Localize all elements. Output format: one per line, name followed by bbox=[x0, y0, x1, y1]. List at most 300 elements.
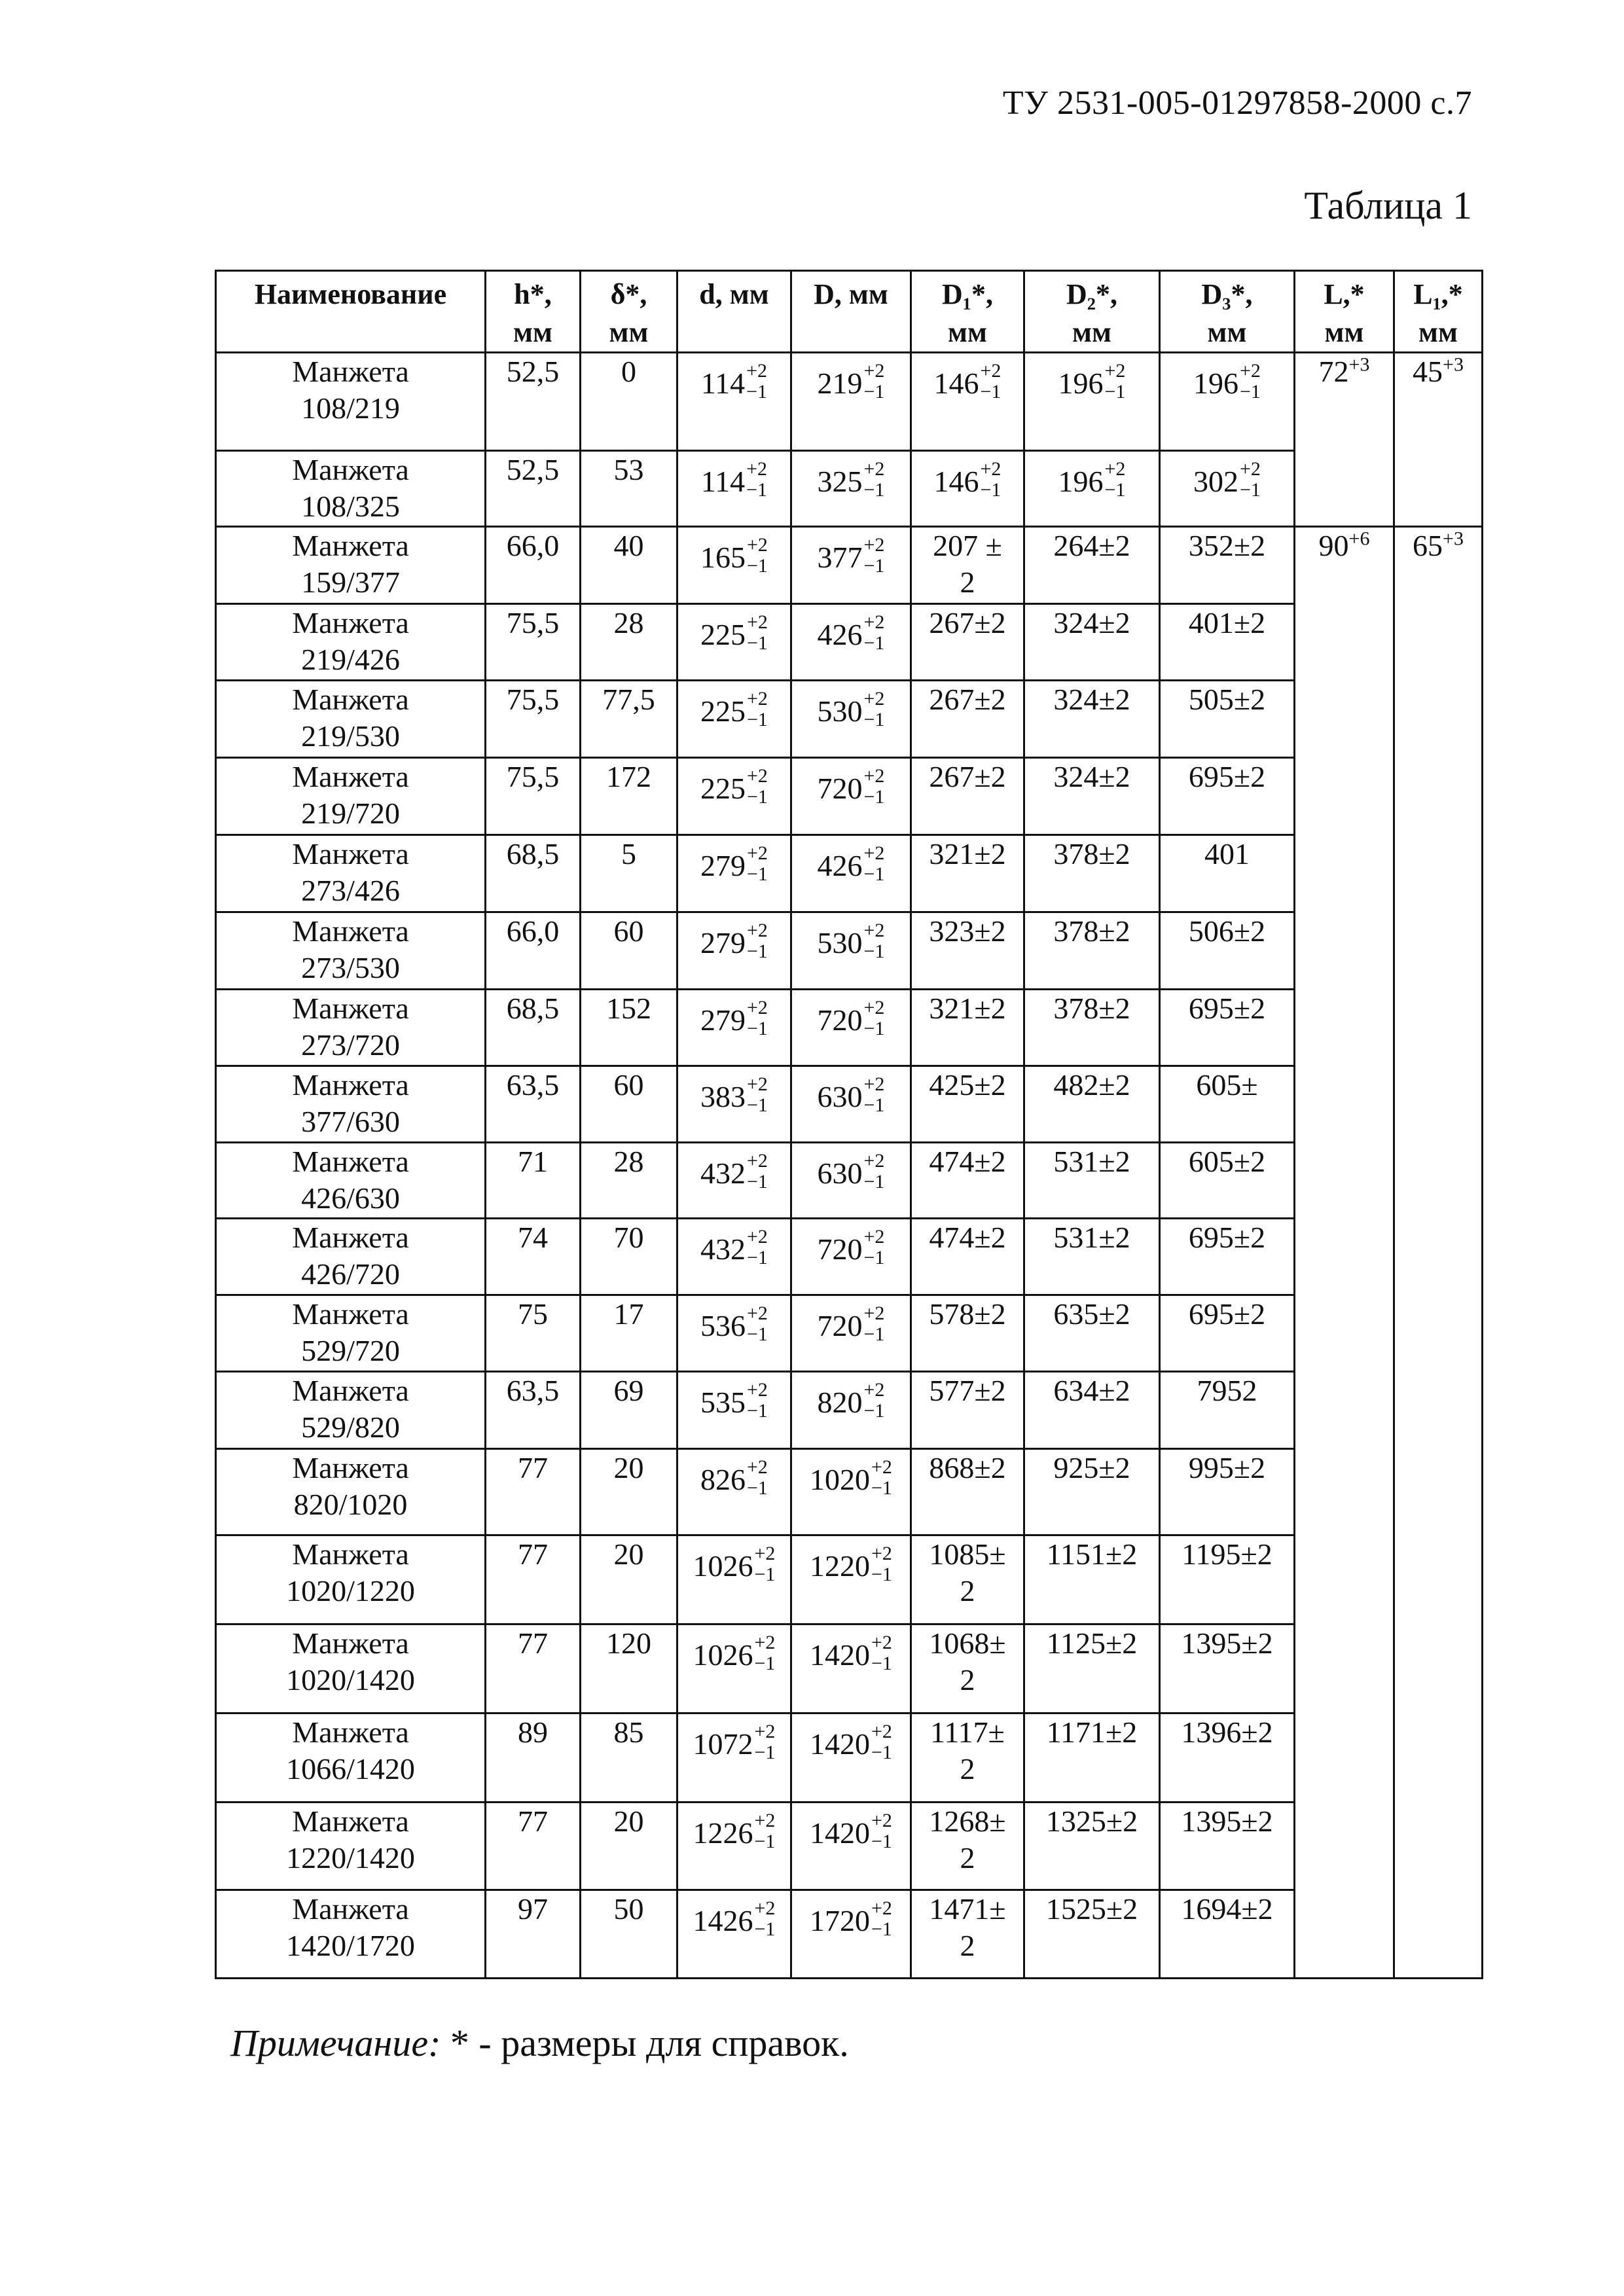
l-merged-cell-value: 90 bbox=[1318, 529, 1349, 562]
d3-value: 352±2 bbox=[1188, 529, 1266, 562]
delta-value: 77,5 bbox=[602, 683, 655, 716]
d2-value: 378±2 bbox=[1053, 992, 1130, 1025]
tolerance-lower: −1 bbox=[863, 479, 885, 501]
tolerance-lower: −1 bbox=[863, 1400, 885, 1422]
d3-value: 505±2 bbox=[1188, 683, 1266, 716]
d3-value: 401 bbox=[1204, 837, 1250, 870]
item-name-line2: 1220/1420 bbox=[286, 1841, 415, 1874]
tolerance-lower: −1 bbox=[863, 1094, 885, 1116]
dimension-value: 302 bbox=[1193, 465, 1238, 498]
tolerance-upper: +2 bbox=[746, 458, 768, 480]
item-name bbox=[216, 990, 486, 1066]
item-name-line2: 820/1020 bbox=[293, 1488, 408, 1521]
column-header-label: L₁,* bbox=[1413, 278, 1463, 310]
table-row bbox=[216, 835, 1483, 912]
tolerance-lower: −1 bbox=[754, 1742, 776, 1763]
tolerance-upper: +2 bbox=[863, 1073, 885, 1095]
delta-value: 20 bbox=[613, 1804, 644, 1838]
tolerance-upper: +2 bbox=[1104, 360, 1126, 382]
item-name bbox=[216, 1219, 486, 1295]
item-name-line1: Манжета bbox=[292, 1297, 409, 1331]
d2-value: 264±2 bbox=[1053, 529, 1130, 562]
tolerance-lower: −1 bbox=[747, 1323, 768, 1345]
item-name-line2: 273/426 bbox=[301, 874, 400, 907]
tolerance-upper: +2 bbox=[747, 765, 768, 787]
tolerance-lower: −1 bbox=[871, 1653, 892, 1674]
tolerance-lower: −1 bbox=[863, 1323, 885, 1345]
column-header-label: D₂*, bbox=[1066, 278, 1117, 310]
tolerance-upper: +2 bbox=[863, 765, 885, 787]
d1-value: 868±2 bbox=[929, 1451, 1006, 1484]
table-row bbox=[216, 1143, 1483, 1219]
column-header-unit: мм bbox=[609, 316, 649, 348]
tolerance-upper: +2 bbox=[747, 1379, 768, 1401]
dimension-value: 630 bbox=[817, 1080, 863, 1113]
item-name bbox=[216, 1449, 486, 1535]
delta-value: 5 bbox=[621, 837, 636, 870]
delta-value: 152 bbox=[606, 992, 651, 1025]
d1-value: 267±2 bbox=[929, 606, 1006, 639]
tolerance-upper: +2 bbox=[747, 1226, 768, 1247]
dimension-value: 196 bbox=[1058, 465, 1104, 498]
h-value: 77 bbox=[518, 1537, 548, 1571]
tolerance-upper: +2 bbox=[863, 360, 885, 382]
d3-value: 1195±2 bbox=[1182, 1537, 1272, 1571]
column-header-unit: мм bbox=[1324, 316, 1364, 348]
item-name-line1: Манжета bbox=[292, 1221, 409, 1254]
tolerance-lower: −1 bbox=[747, 1477, 768, 1499]
tolerance-upper: +2 bbox=[1104, 458, 1126, 480]
item-name-line1: Манжета bbox=[292, 1537, 409, 1571]
d3-value: 695±2 bbox=[1188, 1297, 1266, 1331]
tolerance-upper: +2 bbox=[863, 1302, 885, 1324]
column-header-unit: мм bbox=[1418, 316, 1458, 348]
h-value: 63,5 bbox=[506, 1068, 560, 1102]
dimension-value: 1426 bbox=[693, 1904, 753, 1937]
column-header-label: δ*, bbox=[610, 278, 647, 310]
dimension-value: 426 bbox=[817, 849, 863, 882]
tolerance-lower: −1 bbox=[863, 941, 885, 962]
d3-value: 1396±2 bbox=[1181, 1715, 1273, 1749]
table-row bbox=[216, 1535, 1483, 1624]
delta-value: 70 bbox=[613, 1221, 644, 1254]
item-name bbox=[216, 912, 486, 990]
column-header-unit: мм bbox=[948, 316, 987, 348]
table-row bbox=[216, 451, 1483, 527]
item-name bbox=[216, 1372, 486, 1449]
item-name-line1: Манжета bbox=[292, 453, 409, 486]
d3-value: 1694±2 bbox=[1181, 1892, 1273, 1926]
tolerance-lower: −1 bbox=[871, 1564, 892, 1585]
item-name bbox=[216, 1535, 486, 1624]
tolerance-upper: +2 bbox=[863, 1379, 885, 1401]
table-caption: Таблица 1 bbox=[1304, 184, 1472, 227]
item-name-line1: Манжета bbox=[292, 1715, 409, 1749]
tolerance-lower: −1 bbox=[747, 1247, 768, 1268]
column-header-label: D₃*, bbox=[1201, 278, 1253, 310]
item-name bbox=[216, 1803, 486, 1890]
footnote bbox=[230, 2021, 849, 2065]
h-value: 75,5 bbox=[506, 760, 560, 793]
tolerance-upper: +2 bbox=[747, 920, 768, 941]
dimension-value: 114 bbox=[700, 465, 746, 498]
dimension-value: 720 bbox=[817, 1309, 863, 1342]
delta-value: 28 bbox=[613, 606, 644, 639]
d1-value: 578±2 bbox=[929, 1297, 1006, 1331]
column-header bbox=[911, 271, 1024, 353]
tolerance-lower: −1 bbox=[747, 1400, 768, 1422]
dimension-value: 432 bbox=[700, 1157, 746, 1190]
d1-value: 474±2 bbox=[929, 1221, 1006, 1254]
tolerance-lower: −1 bbox=[863, 555, 885, 577]
l1-merged-cell bbox=[1394, 353, 1483, 527]
tolerance-upper: +2 bbox=[863, 1150, 885, 1172]
dimension-value: 1226 bbox=[693, 1816, 753, 1850]
tolerance-upper: +2 bbox=[747, 997, 768, 1018]
tolerance-upper: +2 bbox=[980, 360, 1001, 382]
d1-value: 1117± bbox=[930, 1715, 1005, 1749]
footnote-text: * - размеры для справок. bbox=[441, 2022, 849, 2064]
d1-value: 267±2 bbox=[929, 683, 1006, 716]
dimension-value: 196 bbox=[1193, 367, 1238, 400]
tolerance-upper: +2 bbox=[1240, 458, 1261, 480]
tolerance-upper: +2 bbox=[747, 611, 768, 633]
tolerance-lower: −1 bbox=[746, 381, 768, 403]
dimension-value: 630 bbox=[817, 1157, 863, 1190]
tolerance-lower: −1 bbox=[863, 863, 885, 885]
d1-value: 577±2 bbox=[929, 1374, 1006, 1407]
h-value: 52,5 bbox=[506, 355, 560, 388]
tolerance-upper: +2 bbox=[863, 534, 885, 556]
delta-value: 69 bbox=[613, 1374, 644, 1407]
d1-value-continued: 2 bbox=[960, 1574, 975, 1607]
item-name-line1: Манжета bbox=[292, 355, 409, 388]
dimension-value: 720 bbox=[817, 1003, 863, 1037]
table-row bbox=[216, 1803, 1483, 1890]
tolerance-lower: −1 bbox=[747, 1171, 768, 1193]
tolerance-upper: +2 bbox=[754, 1543, 776, 1564]
tolerance-upper: +2 bbox=[871, 1632, 892, 1653]
delta-value: 60 bbox=[613, 1068, 644, 1102]
tolerance-lower: −1 bbox=[871, 1918, 892, 1940]
tolerance-lower: −1 bbox=[747, 1018, 768, 1039]
tolerance-lower: −1 bbox=[747, 555, 768, 577]
d2-value: 324±2 bbox=[1053, 606, 1130, 639]
delta-value: 53 bbox=[613, 453, 644, 486]
tolerance-upper: +2 bbox=[754, 1632, 776, 1653]
dimension-value: 114 bbox=[700, 367, 746, 400]
tolerance-lower: −1 bbox=[754, 1653, 776, 1674]
item-name-line1: Манжета bbox=[292, 992, 409, 1025]
l1-merged-cell-tolerance: +3 bbox=[1443, 353, 1464, 376]
item-name bbox=[216, 1066, 486, 1143]
item-name-line2: 1420/1720 bbox=[286, 1929, 415, 1962]
d1-value-continued: 2 bbox=[960, 1663, 975, 1696]
tolerance-upper: +2 bbox=[863, 997, 885, 1018]
item-name-line1: Манжета bbox=[292, 529, 409, 562]
item-name-line2: 108/219 bbox=[301, 391, 400, 425]
dimension-value: 377 bbox=[817, 541, 863, 574]
item-name-line2: 426/720 bbox=[301, 1257, 400, 1291]
d2-value: 1525±2 bbox=[1045, 1892, 1138, 1926]
h-value: 89 bbox=[518, 1715, 548, 1749]
item-name bbox=[216, 604, 486, 681]
dimension-value: 720 bbox=[817, 772, 863, 805]
tolerance-upper: +2 bbox=[863, 920, 885, 941]
tolerance-upper: +2 bbox=[747, 842, 768, 864]
tolerance-upper: +2 bbox=[871, 1721, 892, 1742]
item-name-line1: Манжета bbox=[292, 1068, 409, 1102]
footnote-label: Примечание: bbox=[230, 2022, 441, 2064]
l1-merged-cell-value: 45 bbox=[1413, 355, 1443, 388]
item-name bbox=[216, 1890, 486, 1979]
dimension-value: 325 bbox=[817, 465, 863, 498]
item-name-line1: Манжета bbox=[292, 606, 409, 639]
h-value: 75,5 bbox=[506, 683, 560, 716]
item-name-line2: 529/820 bbox=[301, 1410, 400, 1444]
dimension-value: 530 bbox=[817, 694, 863, 728]
item-name bbox=[216, 1295, 486, 1372]
l1-merged-cell-tolerance: +3 bbox=[1443, 528, 1464, 550]
item-name-line2: 273/530 bbox=[301, 951, 400, 984]
dimension-value: 426 bbox=[817, 618, 863, 651]
column-header-label: d, мм bbox=[699, 278, 769, 310]
d2-value: 1125±2 bbox=[1046, 1626, 1138, 1660]
table-row bbox=[216, 1624, 1483, 1713]
tolerance-lower: −1 bbox=[746, 479, 768, 501]
h-value: 52,5 bbox=[506, 453, 560, 486]
h-value: 75 bbox=[518, 1297, 548, 1331]
d2-value: 1171±2 bbox=[1046, 1715, 1138, 1749]
dimension-value: 1420 bbox=[810, 1727, 870, 1761]
dimension-value: 1720 bbox=[810, 1904, 870, 1937]
dimension-value: 219 bbox=[817, 367, 863, 400]
tolerance-lower: −1 bbox=[871, 1742, 892, 1763]
tolerance-upper: +2 bbox=[863, 1226, 885, 1247]
dimension-value: 1026 bbox=[693, 1638, 753, 1672]
d2-value: 324±2 bbox=[1053, 683, 1130, 716]
tolerance-lower: −1 bbox=[863, 709, 885, 730]
tolerance-lower: −1 bbox=[1240, 381, 1261, 403]
delta-value: 50 bbox=[613, 1892, 644, 1926]
table-row bbox=[216, 1295, 1483, 1372]
dimension-value: 720 bbox=[817, 1232, 863, 1266]
h-value: 77 bbox=[518, 1451, 548, 1484]
item-name bbox=[216, 1624, 486, 1713]
tolerance-upper: +2 bbox=[980, 458, 1001, 480]
item-name-line2: 1020/1220 bbox=[286, 1574, 415, 1607]
column-header-label: D₁*, bbox=[942, 278, 993, 310]
h-value: 66,0 bbox=[506, 914, 560, 948]
column-header bbox=[581, 271, 677, 353]
item-name-line2: 377/630 bbox=[301, 1105, 400, 1138]
tolerance-upper: +2 bbox=[1240, 360, 1261, 382]
tolerance-lower: −1 bbox=[747, 786, 768, 808]
tolerance-lower: −1 bbox=[863, 632, 885, 654]
tolerance-upper: +2 bbox=[863, 688, 885, 709]
h-value: 77 bbox=[518, 1626, 548, 1660]
d2-value: 531±2 bbox=[1053, 1145, 1130, 1178]
tolerance-lower: −1 bbox=[747, 863, 768, 885]
dimension-value: 225 bbox=[700, 618, 746, 651]
tolerance-upper: +2 bbox=[754, 1897, 776, 1919]
d3-value: 695±2 bbox=[1188, 1221, 1266, 1254]
column-header bbox=[216, 271, 486, 353]
tolerance-upper: +2 bbox=[746, 360, 768, 382]
item-name-line1: Манжета bbox=[292, 1374, 409, 1407]
column-header-unit: мм bbox=[1072, 316, 1111, 348]
column-header bbox=[1160, 271, 1295, 353]
item-name-line2: 1066/1420 bbox=[286, 1752, 415, 1785]
tolerance-upper: +2 bbox=[754, 1810, 776, 1831]
l1-merged-cell-value: 65 bbox=[1413, 529, 1443, 562]
item-name-line2: 219/530 bbox=[301, 719, 400, 753]
d2-value: 378±2 bbox=[1053, 837, 1130, 870]
d1-value: 267±2 bbox=[929, 760, 1006, 793]
tolerance-lower: −1 bbox=[863, 1171, 885, 1193]
d2-value: 324±2 bbox=[1053, 760, 1130, 793]
column-header bbox=[1394, 271, 1483, 353]
h-value: 97 bbox=[518, 1892, 548, 1926]
d1-value: 1471± bbox=[929, 1892, 1006, 1926]
column-header-label: h*, bbox=[514, 278, 552, 310]
table-row bbox=[216, 758, 1483, 835]
d1-value: 425±2 bbox=[929, 1068, 1006, 1102]
item-name-line2: 108/325 bbox=[301, 490, 400, 523]
table-row bbox=[216, 1066, 1483, 1143]
item-name-line1: Манжета bbox=[292, 1626, 409, 1660]
d2-value: 482±2 bbox=[1053, 1068, 1130, 1102]
dimension-value: 225 bbox=[700, 694, 746, 728]
d1-value-continued: 2 bbox=[960, 1929, 975, 1962]
column-header-label: Наименование bbox=[254, 278, 447, 310]
dimension-value: 1072 bbox=[693, 1727, 753, 1761]
dimension-value: 536 bbox=[700, 1309, 746, 1342]
tolerance-lower: −1 bbox=[747, 1094, 768, 1116]
tolerance-lower: −1 bbox=[980, 479, 1001, 501]
d1-value: 1085± bbox=[929, 1537, 1006, 1571]
delta-value: 20 bbox=[613, 1451, 644, 1484]
delta-value: 40 bbox=[613, 529, 644, 562]
tolerance-upper: +2 bbox=[871, 1810, 892, 1831]
tolerance-upper: +2 bbox=[747, 1150, 768, 1172]
dimension-value: 1420 bbox=[810, 1816, 870, 1850]
dimension-value: 279 bbox=[700, 926, 746, 960]
column-header bbox=[1024, 271, 1160, 353]
tolerance-upper: +2 bbox=[871, 1897, 892, 1919]
delta-value: 172 bbox=[606, 760, 651, 793]
d3-value: 1395±2 bbox=[1181, 1626, 1273, 1660]
h-value: 77 bbox=[518, 1804, 548, 1838]
dimension-value: 530 bbox=[817, 926, 863, 960]
d3-value: 695±2 bbox=[1188, 760, 1266, 793]
item-name bbox=[216, 681, 486, 758]
item-name-line2: 529/720 bbox=[301, 1334, 400, 1367]
tolerance-lower: −1 bbox=[863, 786, 885, 808]
tolerance-lower: −1 bbox=[754, 1564, 776, 1585]
d2-value: 925±2 bbox=[1053, 1451, 1130, 1484]
d3-value: 506±2 bbox=[1188, 914, 1266, 948]
item-name-line1: Манжета bbox=[292, 1804, 409, 1838]
column-header-label: L,* bbox=[1324, 278, 1365, 310]
dimension-value: 383 bbox=[700, 1080, 746, 1113]
column-header bbox=[677, 271, 791, 353]
d1-value: 321±2 bbox=[929, 992, 1006, 1025]
tolerance-upper: +2 bbox=[747, 1302, 768, 1324]
h-value: 68,5 bbox=[506, 837, 560, 870]
item-name-line2: 426/630 bbox=[301, 1181, 400, 1215]
dimension-value: 279 bbox=[700, 849, 746, 882]
dimension-value: 1026 bbox=[693, 1549, 753, 1583]
dimension-value: 146 bbox=[933, 465, 979, 498]
tolerance-lower: −1 bbox=[1104, 381, 1126, 403]
l-merged-cell bbox=[1295, 353, 1394, 527]
column-header-label: D, мм bbox=[814, 278, 888, 310]
item-name-line2: 219/426 bbox=[301, 643, 400, 676]
tolerance-lower: −1 bbox=[754, 1831, 776, 1852]
document-code: ТУ 2531-005-01297858-2000 с.7 bbox=[1002, 84, 1472, 122]
tolerance-upper: +2 bbox=[871, 1543, 892, 1564]
tolerance-lower: −1 bbox=[1240, 479, 1261, 501]
d2-value: 378±2 bbox=[1053, 914, 1130, 948]
tolerance-lower: −1 bbox=[863, 381, 885, 403]
item-name bbox=[216, 451, 486, 527]
d3-value: 7952 bbox=[1197, 1374, 1257, 1407]
item-name-line1: Манжета bbox=[292, 1892, 409, 1926]
tolerance-upper: +2 bbox=[747, 1456, 768, 1478]
tolerance-upper: +2 bbox=[754, 1721, 776, 1742]
tolerance-upper: +2 bbox=[747, 688, 768, 709]
table-row bbox=[216, 1449, 1483, 1535]
d1-value: 1068± bbox=[929, 1626, 1006, 1660]
dimension-value: 165 bbox=[700, 541, 746, 574]
delta-value: 85 bbox=[613, 1715, 644, 1749]
l-merged-cell-tolerance: +3 bbox=[1348, 353, 1370, 376]
d3-value: 695±2 bbox=[1188, 992, 1266, 1025]
delta-value: 20 bbox=[613, 1537, 644, 1571]
item-name-line1: Манжета bbox=[292, 914, 409, 948]
d3-value: 1395±2 bbox=[1181, 1804, 1273, 1838]
column-header bbox=[486, 271, 581, 353]
column-header bbox=[1295, 271, 1394, 353]
tolerance-upper: +2 bbox=[747, 534, 768, 556]
d2-value: 531±2 bbox=[1053, 1221, 1130, 1254]
item-name-line1: Манжета bbox=[292, 837, 409, 870]
d1-value: 207 ± bbox=[933, 529, 1002, 562]
table-row bbox=[216, 353, 1483, 451]
item-name-line2: 1020/1420 bbox=[286, 1663, 415, 1696]
tolerance-lower: −1 bbox=[754, 1918, 776, 1940]
delta-value: 0 bbox=[621, 355, 636, 388]
tolerance-upper: +2 bbox=[863, 458, 885, 480]
item-name-line1: Манжета bbox=[292, 1145, 409, 1178]
column-header bbox=[791, 271, 911, 353]
delta-value: 17 bbox=[613, 1297, 644, 1331]
table-row bbox=[216, 912, 1483, 990]
table-row bbox=[216, 1890, 1483, 1979]
d1-value: 321±2 bbox=[929, 837, 1006, 870]
delta-value: 28 bbox=[613, 1145, 644, 1178]
dimension-value: 146 bbox=[933, 367, 979, 400]
dimension-value: 279 bbox=[700, 1003, 746, 1037]
dimension-value: 820 bbox=[817, 1386, 863, 1419]
item-name bbox=[216, 1713, 486, 1803]
d1-value-continued: 2 bbox=[960, 1752, 975, 1785]
tolerance-lower: −1 bbox=[863, 1247, 885, 1268]
dimension-value: 225 bbox=[700, 772, 746, 805]
table-header-row bbox=[216, 271, 1483, 353]
table-row bbox=[216, 1372, 1483, 1449]
